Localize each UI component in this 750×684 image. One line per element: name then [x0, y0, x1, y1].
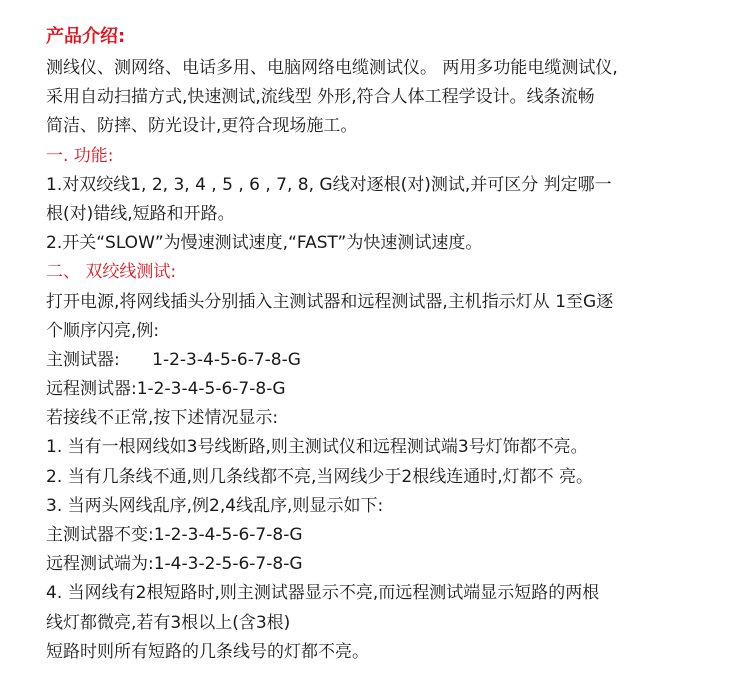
main-tester-sequence: 主测试器: 1-2-3-4-5-6-7-8-G [46, 349, 301, 370]
product-intro-title: 产品介绍: [46, 26, 126, 47]
intro-line: 采用自动扫描方式,快速测试,流线型 外形,符合人体工程学设计。线条流畅 [46, 87, 595, 108]
intro-line: 简洁、防摔、防光设计,更符合现场施工。 [46, 116, 358, 137]
function-line: 根(对)错线,短路和开路。 [46, 203, 235, 224]
test-line: 线灯都微亮,若有3根以上(含3根) [46, 612, 291, 633]
section-functions [46, 142, 736, 259]
remote-tester-swapped-sequence: 远程测试端为:1-4-3-2-5-6-7-8-G [46, 554, 303, 575]
function-line: 2.开关“SLOW”为慢速测试速度,“FAST”为快速测试速度。 [46, 233, 483, 254]
test-line: 个顺序闪亮,例: [46, 320, 160, 341]
test-line: 4. 当网线有2根短路时,则主测试器显示不亮,而远程测试端显示短路的两根 [46, 583, 600, 604]
product-description [46, 20, 736, 667]
test-line: 打开电源,将网线插头分别插入主测试器和远程测试器,主机指示灯从 1至G逐 [46, 291, 614, 312]
intro-line: 测线仪、测网络、电话多用、电脑网络电缆测试仪。 两用多功能电缆测试仪, [46, 58, 618, 78]
function-line: 1.对双绞线1, 2, 3, 4 , 5 , 6 , 7, 8, G线对逐根(对)测试,并可区分 判定哪一 [46, 174, 612, 195]
section-twisted-pair-test [46, 258, 736, 667]
test-line: 3. 当两头网线乱序,例2,4线乱序,则显示如下: [46, 495, 384, 516]
section-heading-twisted-pair: 二、 双绞线测试: [46, 262, 177, 283]
test-line: 1. 当有一根网线如3号线断路,则主测试仪和远程测试端3号灯饰都不亮。 [46, 437, 588, 458]
remote-tester-sequence: 远程测试器:1-2-3-4-5-6-7-8-G [46, 379, 286, 400]
section-heading-functions: 一. 功能: [46, 145, 114, 166]
test-line: 2. 当有几条线不通,则几条线都不亮,当网线少于2根线连通时,灯都不 亮。 [46, 466, 594, 487]
intro-paragraph [46, 54, 736, 142]
main-tester-unchanged-sequence: 主测试器不变:1-2-3-4-5-6-7-8-G [46, 525, 303, 545]
test-line: 若接线不正常,按下述情况显示: [46, 408, 279, 429]
test-line: 短路时则所有短路的几条线号的灯都不亮。 [46, 641, 369, 662]
